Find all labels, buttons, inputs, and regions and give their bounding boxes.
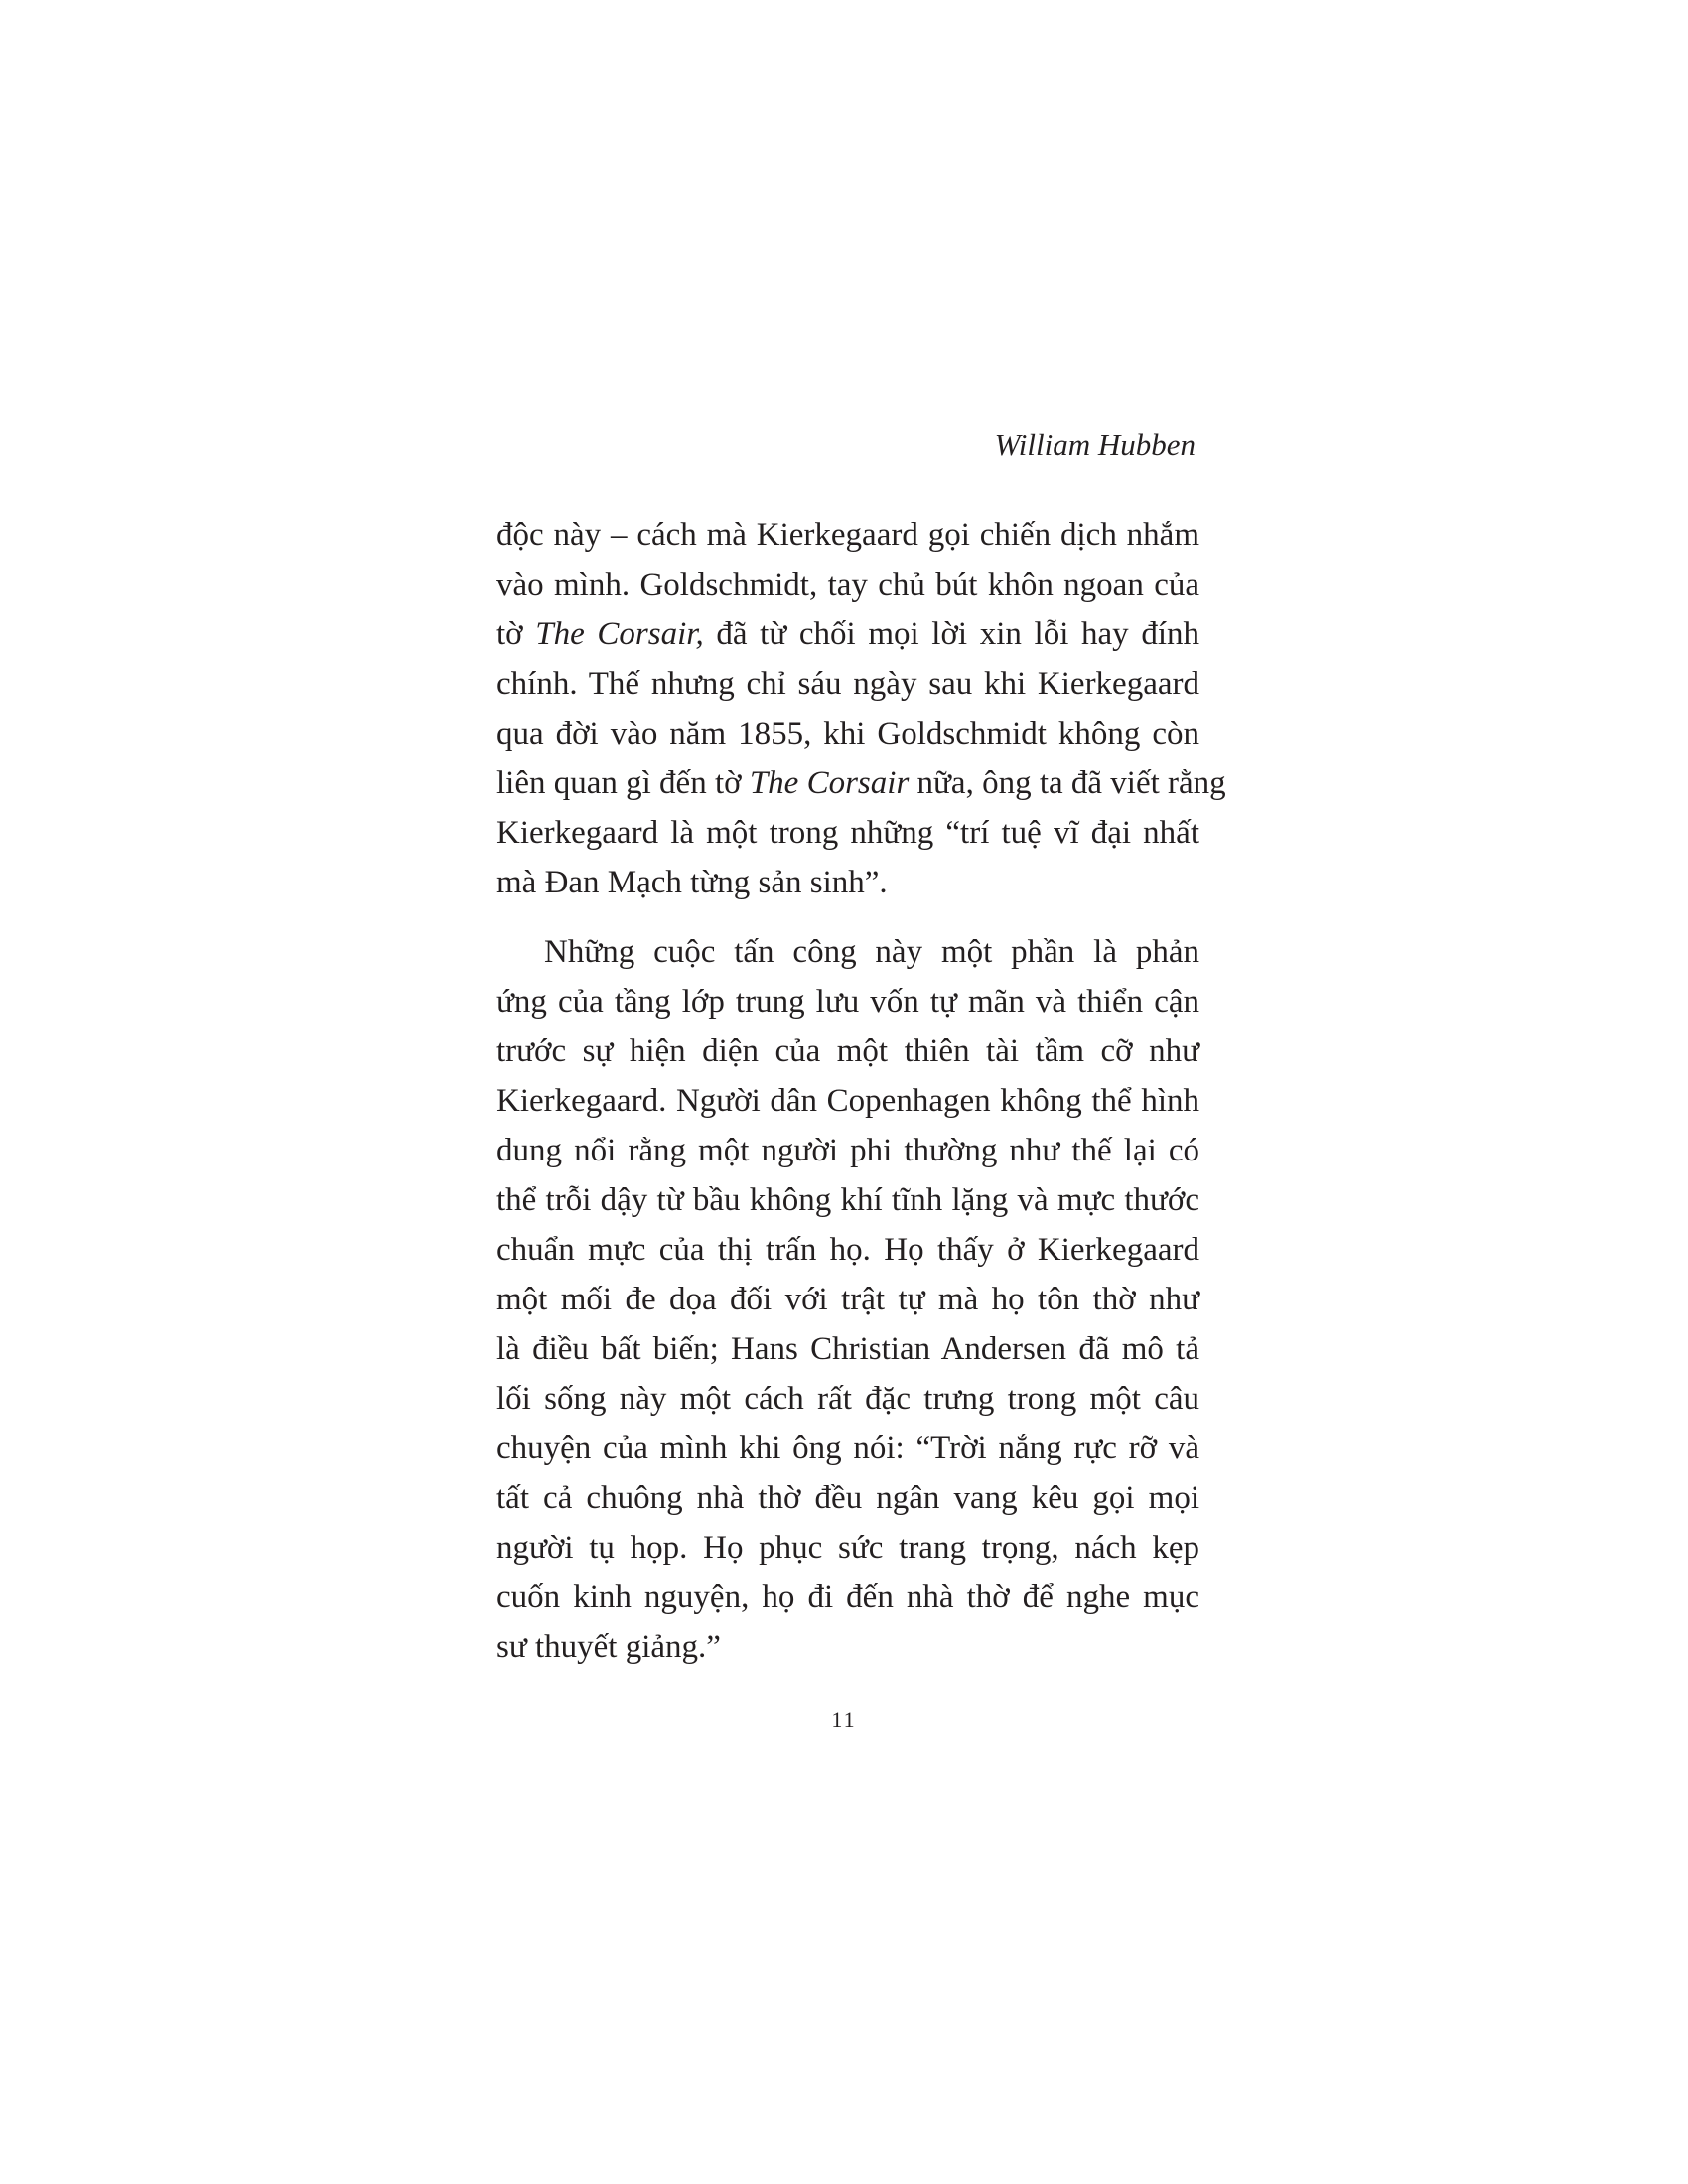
text-line: mà Đan Mạch từng sản sinh”. xyxy=(496,865,888,900)
text-line: là điều bất biến; Hans Christian Andersen đã mô tả xyxy=(496,1331,1199,1367)
page-number: 11 xyxy=(831,1707,857,1732)
text-line: Kierkegaard là một trong những “trí tuệ vĩ đại nhất xyxy=(496,815,1199,851)
text-line: người tụ họp. Họ phục sức trang trọng, nách kẹp xyxy=(496,1530,1199,1566)
text-line: qua đời vào năm 1855, khi Goldschmidt không còn xyxy=(496,716,1199,751)
text-line: chuyện của mình khi ông nói: “Trời nắng rực rỡ và xyxy=(496,1431,1199,1466)
paragraph xyxy=(496,510,1226,907)
text-line: một mối đe dọa đối với trật tự mà họ tôn thờ như xyxy=(496,1282,1199,1317)
text-line: chuẩn mực của thị trấn họ. Họ thấy ở Kierkegaard xyxy=(496,1232,1199,1268)
text-line: lối sống này một cách rất đặc trưng trong một câu xyxy=(496,1381,1199,1417)
paragraph-gap xyxy=(496,907,1199,927)
text-line: tờ The Corsair, đã từ chối mọi lời xin lỗi hay đính xyxy=(496,616,1199,652)
text-line: tất cả chuông nhà thờ đều ngân vang kêu gọi mọi xyxy=(496,1480,1199,1516)
text-line: trước sự hiện diện của một thiên tài tầm cỡ như xyxy=(496,1033,1199,1069)
text-line: Những cuộc tấn công này một phần là phản xyxy=(544,934,1199,970)
text-line: chính. Thế nhưng chỉ sáu ngày sau khi Kierkegaard xyxy=(496,666,1199,702)
italic-title: The Corsair xyxy=(749,765,910,801)
text-line: độc này – cách mà Kierkegaard gọi chiến dịch nhắm xyxy=(496,517,1199,553)
italic-title: The Corsair, xyxy=(535,616,704,652)
running-head: William Hubben xyxy=(994,427,1196,462)
text-line: cuốn kinh nguyện, họ đi đến nhà thờ để nghe mục xyxy=(496,1579,1199,1615)
text-line: thể trỗi dậy từ bầu không khí tĩnh lặng và mực thước xyxy=(496,1182,1199,1218)
text-line: dung nổi rằng một người phi thường như thế lại có xyxy=(496,1133,1199,1168)
text-line: liên quan gì đến tờ The Corsair nữa, ông ta đã viết rằng xyxy=(496,765,1226,801)
paragraph xyxy=(496,927,1199,1672)
text-line: Kierkegaard. Người dân Copenhagen không thể hình xyxy=(496,1083,1199,1119)
text-line: vào mình. Goldschmidt, tay chủ bút khôn ngoan của xyxy=(496,567,1199,603)
body-text xyxy=(496,510,1226,1672)
text-line: sư thuyết giảng.” xyxy=(496,1629,721,1665)
text-line: ứng của tầng lớp trung lưu vốn tự mãn và thiển cận xyxy=(496,984,1199,1020)
